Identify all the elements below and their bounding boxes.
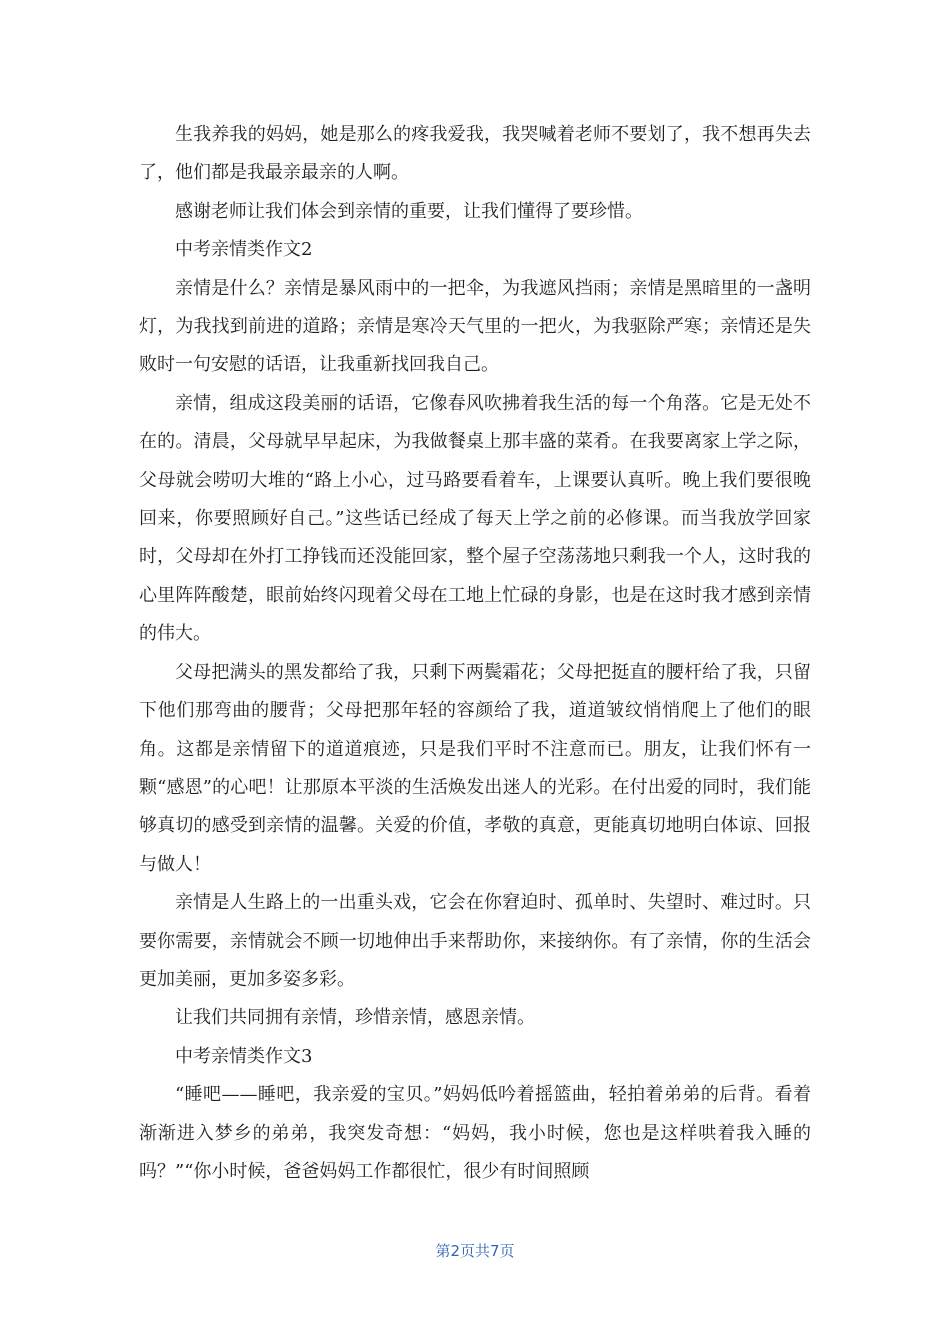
- section-heading: 中考亲情类作文3: [175, 1045, 313, 1067]
- paragraph: 亲情，组成这段美丽的话语，它像春风吹拂着我生活的每一个角落。它是无处不在的。清晨，父母就早早起床，为我做餐桌上那丰盛的菜肴。在我要离家上学之际，父母就会唠叨大堆的“路上小心，过马路要看着车，上课要认真听。晚上我们要很晚回来，你要照顾好自己。”这些话已经成了每天上学之前的必修课。而当我放学回家时，父母却在外打工挣钱而还没能回家，整个屋子空荡荡地只剩我一个人，这时我的心里阵阵酸楚，眼前始终闪现着父母在工地上忙碌的身影，也是在这时我才感到亲情的伟大。: [139, 392, 811, 645]
- paragraph: 亲情是什么？亲情是暴风雨中的一把伞，为我遮风挡雨；亲情是黑暗里的一盏明灯，为我找到前进的道路；亲情是寒冷天气里的一把火，为我驱除严寒；亲情还是失败时一句安慰的话语，让我重新找回我自己。: [139, 277, 811, 376]
- paragraph: “睡吧——睡吧，我亲爱的宝贝。”妈妈低吟着摇篮曲，轻拍着弟弟的后背。看着渐渐进入梦乡的弟弟，我突发奇想：“妈妈，我小时候，您也是这样哄着我入睡的吗？”“你小时候，爸爸妈妈工作都很忙，很少有时间照顾: [139, 1084, 811, 1182]
- paragraph: 亲情是人生路上的一出重头戏，它会在你窘迫时、孤单时、失望时、难过时。只要你需要，亲情就会不顾一切地伸出手来帮助你，来接纳你。有了亲情，你的生活会更加美丽，更加多姿多彩。: [139, 892, 811, 990]
- section-heading: 中考亲情类作文2: [175, 239, 313, 261]
- paragraph: 生我养我的妈妈，她是那么的疼我爱我，我哭喊着老师不要划了，我不想再失去了，他们都是我最亲最亲的人啊。: [139, 124, 811, 184]
- paragraph: 感谢老师让我们体会到亲情的重要，让我们懂得了要珍惜。: [175, 200, 643, 222]
- article-body: [139, 116, 811, 1191]
- page-number: 第2页共7页: [435, 1242, 515, 1260]
- paragraph: 让我们共同拥有亲情，珍惜亲情，感恩亲情。: [175, 1007, 535, 1029]
- paragraph: 父母把满头的黑发都给了我，只剩下两鬓霜花；父母把挺直的腰杆给了我，只留下他们那弯曲的腰背；父母把那年轻的容颜给了我，道道皱纹悄悄爬上了他们的眼角。这都是亲情留下的道道痕迹，只是我们平时不注意而已。朋友，让我们怀有一颗“感恩”的心吧！让那原本平淡的生活焕发出迷人的光彩。在付出爱的同时，我们能够真切的感受到亲情的温馨。关爱的价值，孝敬的真意，更能真切地明白体谅、回报与做人！: [139, 661, 811, 875]
